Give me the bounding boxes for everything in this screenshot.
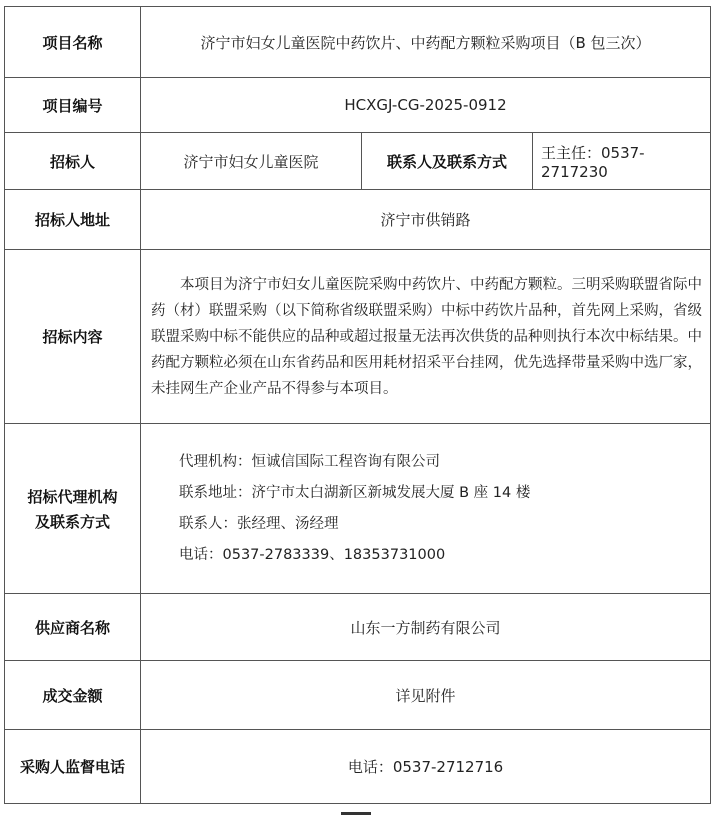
row-content bbox=[5, 250, 711, 424]
project-name-value: 济宁市妇女儿童医院中药饮片、中药配方颗粒采购项目（B 包三次） bbox=[141, 7, 711, 78]
tenderer-address-label: 招标人地址 bbox=[5, 190, 141, 250]
project-no-label: 项目编号 bbox=[5, 78, 141, 133]
amount-label: 成交金额 bbox=[5, 661, 141, 730]
row-project-no bbox=[5, 78, 711, 133]
project-no-value: HCXGJ-CG-2025-0912 bbox=[141, 78, 711, 133]
bottom-scroll-mark bbox=[341, 812, 371, 815]
agency-name-line: 代理机构：恒诚信国际工程咨询有限公司 bbox=[179, 453, 440, 470]
row-tenderer-address bbox=[5, 190, 711, 250]
agency-label bbox=[5, 424, 141, 594]
agency-address-line: 联系地址：济宁市太白湖新区新城发展大厦 B 座 14 楼 bbox=[179, 484, 531, 501]
supervision-value: 电话：0537-2712716 bbox=[141, 730, 711, 804]
agency-details bbox=[141, 447, 710, 571]
procurement-info-table bbox=[4, 6, 711, 804]
agency-phone-line: 电话：0537-2783339、18353731000 bbox=[179, 546, 446, 563]
tenderer-value: 济宁市妇女儿童医院 bbox=[141, 133, 362, 190]
row-agency bbox=[5, 424, 711, 594]
row-project-name bbox=[5, 7, 711, 78]
supervision-label: 采购人监督电话 bbox=[5, 730, 141, 804]
tenderer-address-value: 济宁市供销路 bbox=[141, 190, 711, 250]
row-amount bbox=[5, 661, 711, 730]
row-supervision bbox=[5, 730, 711, 804]
agency-label-line2: 及联系方式 bbox=[34, 512, 110, 531]
agency-cell bbox=[141, 424, 711, 594]
content-label: 招标内容 bbox=[5, 250, 141, 424]
contact-label: 联系人及联系方式 bbox=[362, 133, 533, 190]
content-paragraph: 本项目为济宁市妇女儿童医院采购中药饮片、中药配方颗粒。三明采购联盟省际中药（材）联盟采购（以下简称省级联盟采购）中标中药饮片品种，首先网上采购，省级联盟采购中标不能供应的品种或超过报量无法再次供货的品种则执行本次中标结果。中药配方颗粒必须在山东省药品和医用耗材招采平台挂网，优先选择带量采购中选厂家，未挂网生产企业产品不得参与本项目。 bbox=[151, 276, 703, 397]
agency-label-line1: 招标代理机构 bbox=[27, 487, 118, 506]
row-tenderer bbox=[5, 133, 711, 190]
supplier-label: 供应商名称 bbox=[5, 594, 141, 661]
content-cell bbox=[141, 250, 711, 424]
amount-value: 详见附件 bbox=[141, 661, 711, 730]
tenderer-label: 招标人 bbox=[5, 133, 141, 190]
agency-contact-line: 联系人：张经理、汤经理 bbox=[179, 515, 339, 532]
row-supplier bbox=[5, 594, 711, 661]
project-name-label: 项目名称 bbox=[5, 7, 141, 78]
supplier-value: 山东一方制药有限公司 bbox=[141, 594, 711, 661]
contact-value: 王主任：0537-2717230 bbox=[533, 133, 711, 190]
